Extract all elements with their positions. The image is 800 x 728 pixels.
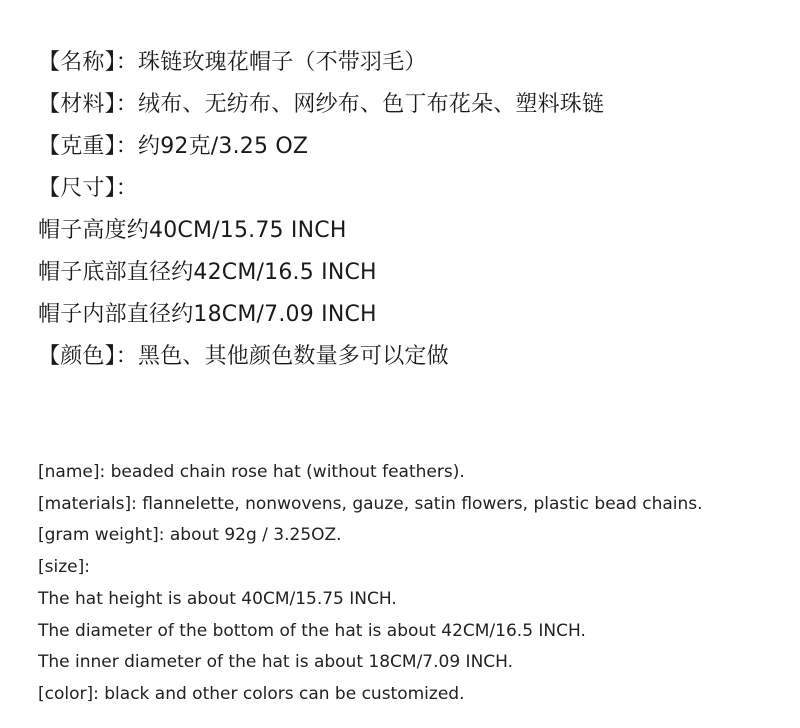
en-inner-diameter-line: The inner diameter of the hat is about 18CM/7.09 INCH. [38, 652, 514, 672]
zh-bottom-diameter-line: 帽子底部直径约42CM/16.5 INCH [38, 260, 377, 285]
zh-inner-diameter-line: 帽子内部直径约18CM/7.09 INCH [38, 302, 377, 327]
zh-height-line: 帽子高度约40CM/15.75 INCH [38, 218, 347, 243]
en-name-line: [name]: beaded chain rose hat (without feathers). [38, 462, 465, 482]
en-size-label: [size]: [38, 557, 90, 577]
zh-name-line: 【名称】：珠链玫瑰花帽子（不带羽毛） [38, 50, 427, 75]
en-height-line: The hat height is about 40CM/15.75 INCH. [38, 589, 397, 609]
zh-color-line: 【颜色】：黑色、其他颜色数量多可以定做 [38, 344, 449, 369]
zh-materials-line: 【材料】：绒布、无纺布、网纱布、色丁布花朵、塑料珠链 [38, 92, 605, 117]
en-color-line: [color]: black and other colors can be customized. [38, 684, 465, 704]
zh-weight-line: 【克重】：约92克/3.25 OZ [38, 134, 309, 159]
en-weight-line: [gram weight]: about 92g / 3.25OZ. [38, 525, 342, 545]
en-materials-line: [materials]: flannelette, nonwovens, gauze, satin flowers, plastic bead chains. [38, 494, 703, 514]
zh-size-label: 【尺寸】： [38, 176, 139, 201]
en-bottom-diameter-line: The diameter of the bottom of the hat is about 42CM/16.5 INCH. [38, 621, 586, 641]
